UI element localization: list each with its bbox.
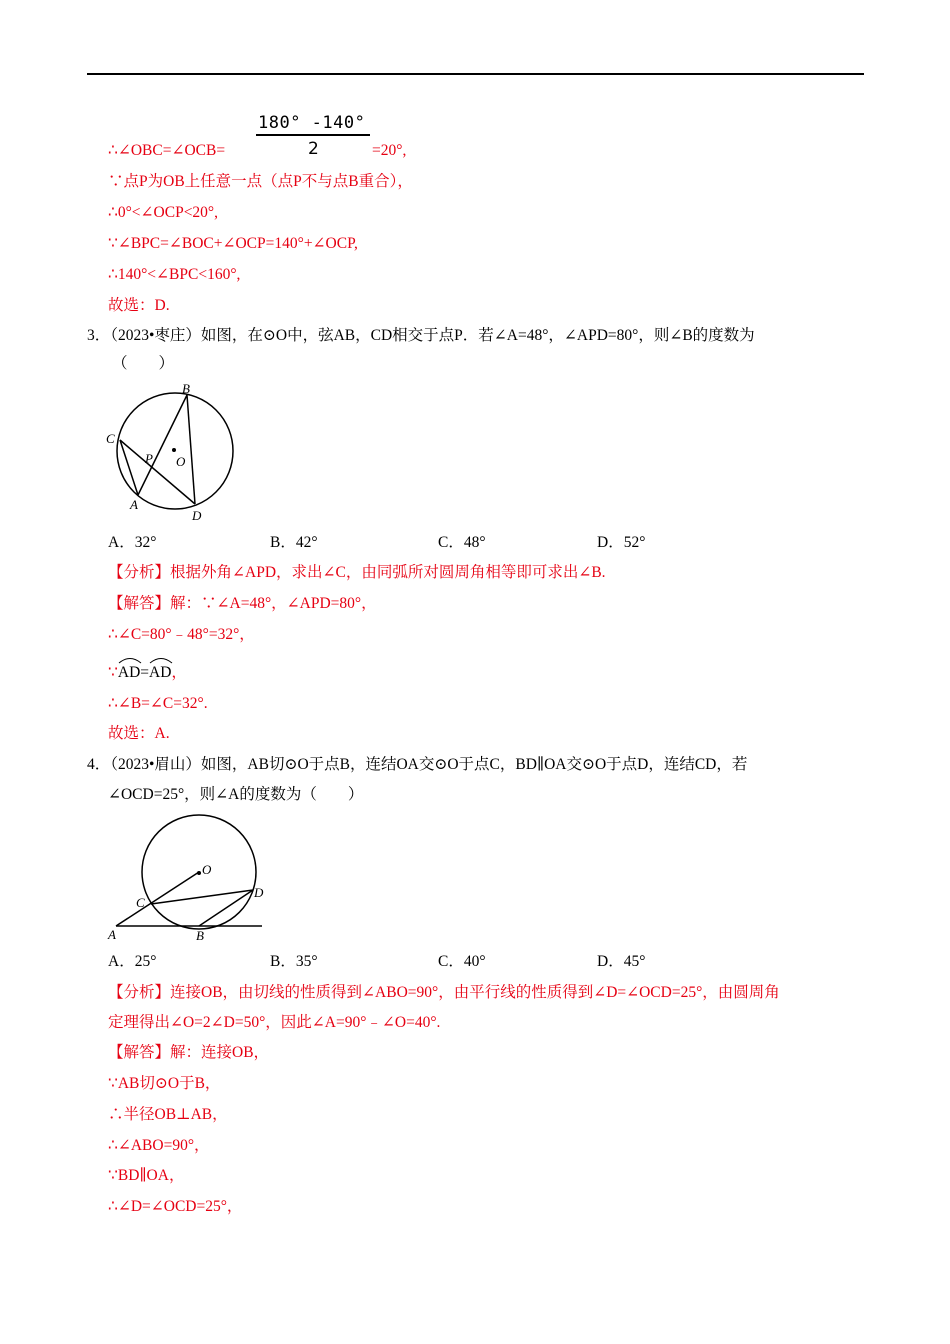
q3-chord-ab — [138, 395, 187, 495]
q3-step1: ∴∠C=80°﹣48°=32°， — [108, 626, 255, 643]
q3-arc-2-text: AD — [149, 664, 172, 681]
q4-label-o: O — [202, 862, 212, 877]
q3-answer: 故选：A. — [108, 725, 170, 742]
q3-label-o: O — [176, 454, 186, 469]
q2-answer: 故选：D. — [108, 297, 170, 314]
q4-analysis-text1: 连接OB，由切线的性质得到∠ABO=90°，由平行线的性质得到∠D=∠OCD=25°，由圆周角 — [170, 984, 780, 1001]
q3-arc-2 — [149, 659, 171, 683]
q4-option-c: C．40° — [438, 953, 486, 970]
q4-label-b: B — [196, 928, 204, 943]
q2-line5: ∴140°<∠BPC<160°, — [108, 266, 241, 283]
q3-step2-prefix: ∵ — [108, 664, 118, 681]
q3-analysis-tag: 【分析】 — [108, 564, 171, 581]
q4-label-a: A — [108, 927, 116, 942]
q3-analysis — [108, 563, 606, 583]
q4-analysis-line1 — [108, 983, 780, 1003]
fraction-bar — [256, 134, 370, 136]
q4-solution-start: 解：连接OB， — [170, 1044, 270, 1061]
arc-mark-icon — [118, 656, 142, 664]
q4-option-a: A．25° — [108, 953, 157, 970]
q3-stem-line1: 3．（2023•枣庄）如图，在⊙O中，弦AB，CD相交于点P．若∠A=48°，∠APD=80°，则∠B的度数为 — [87, 327, 755, 344]
q4-stem-line1: 4．（2023•眉山）如图，AB切⊙O于点B，连结OA交⊙O于点C，BD∥OA交⊙O于点D，连结CD，若 — [87, 756, 748, 773]
q4-option-b: B．35° — [270, 953, 318, 970]
arc-mark-icon — [149, 656, 173, 664]
q3-solution — [108, 594, 377, 614]
q3-option-b: B．42° — [270, 534, 318, 551]
q4-analysis-line2: 定理得出∠O=2∠D=50°，因此∠A=90°﹣∠O=40°. — [108, 1014, 441, 1031]
q3-step2-suffix: ， — [171, 664, 187, 681]
q2-line2: ∵点P为OB上任意一点（点P不与点B重合）， — [108, 173, 413, 190]
q4-center-dot — [197, 871, 201, 875]
fraction-denominator: 2 — [308, 139, 319, 159]
q3-figure — [100, 378, 245, 526]
q4-label-d: D — [254, 885, 264, 900]
q3-center-dot — [172, 448, 176, 452]
q3-stem-line2: （ ） — [112, 355, 175, 372]
q3-step3: ∴∠B=∠C=32°. — [108, 695, 208, 712]
q4-figure — [100, 812, 270, 947]
q3-label-b: B — [182, 381, 190, 396]
q3-arc-1-text: AD — [117, 664, 141, 681]
fraction-numerator: 180° -140° — [258, 113, 366, 133]
q3-arc-eq: = — [140, 664, 150, 681]
q2-line3: ∴0°<∠OCP<20°, — [108, 204, 219, 221]
q4-step5: ∴∠D=∠OCD=25°， — [108, 1198, 243, 1215]
q4-solution — [108, 1043, 269, 1063]
q2-line1-prefix: ∴∠OBC=∠OCB= — [108, 142, 226, 159]
header-rule — [87, 73, 864, 75]
q2-line1-suffix: =20°, — [372, 142, 407, 159]
q3-solution-start: 解：∵∠A=48°，∠APD=80°， — [170, 595, 377, 612]
q4-option-d: D．45° — [597, 953, 646, 970]
q4-step3: ∴∠ABO=90°， — [108, 1137, 210, 1154]
q2-line4: ∵∠BPC=∠BOC+∠OCP=140°+∠OCP, — [108, 235, 358, 252]
q3-label-d: D — [192, 508, 202, 523]
q4-step2: ∴半径OB⊥AB， — [108, 1106, 228, 1123]
q4-segment-bd — [199, 890, 253, 926]
q3-option-a: A．32° — [108, 534, 157, 551]
q3-solution-tag: 【解答】 — [108, 595, 171, 612]
q4-label-c: C — [136, 895, 145, 910]
q3-analysis-text: 根据外角∠APD，求出∠C，由同弧所对圆周角相等即可求出∠B. — [170, 564, 606, 581]
q3-option-c: C．48° — [438, 534, 486, 551]
q3-option-d: D．52° — [597, 534, 646, 551]
q4-step4: ∵BD∥OA， — [108, 1167, 185, 1184]
q4-segment-cd — [151, 890, 253, 904]
q3-step2 — [108, 659, 187, 683]
q3-chord-bd — [187, 395, 195, 504]
q4-solution-tag: 【解答】 — [108, 1044, 171, 1061]
q3-label-a: A — [130, 497, 138, 512]
q4-step1: ∵AB切⊙O于B， — [108, 1075, 221, 1092]
q3-arc-1 — [118, 659, 140, 683]
q4-stem-line2: ∠OCD=25°，则∠A的度数为（ ） — [108, 786, 364, 803]
q3-label-c: C — [106, 431, 115, 446]
q3-label-p: P — [145, 451, 153, 466]
q4-analysis-tag: 【分析】 — [108, 984, 171, 1001]
